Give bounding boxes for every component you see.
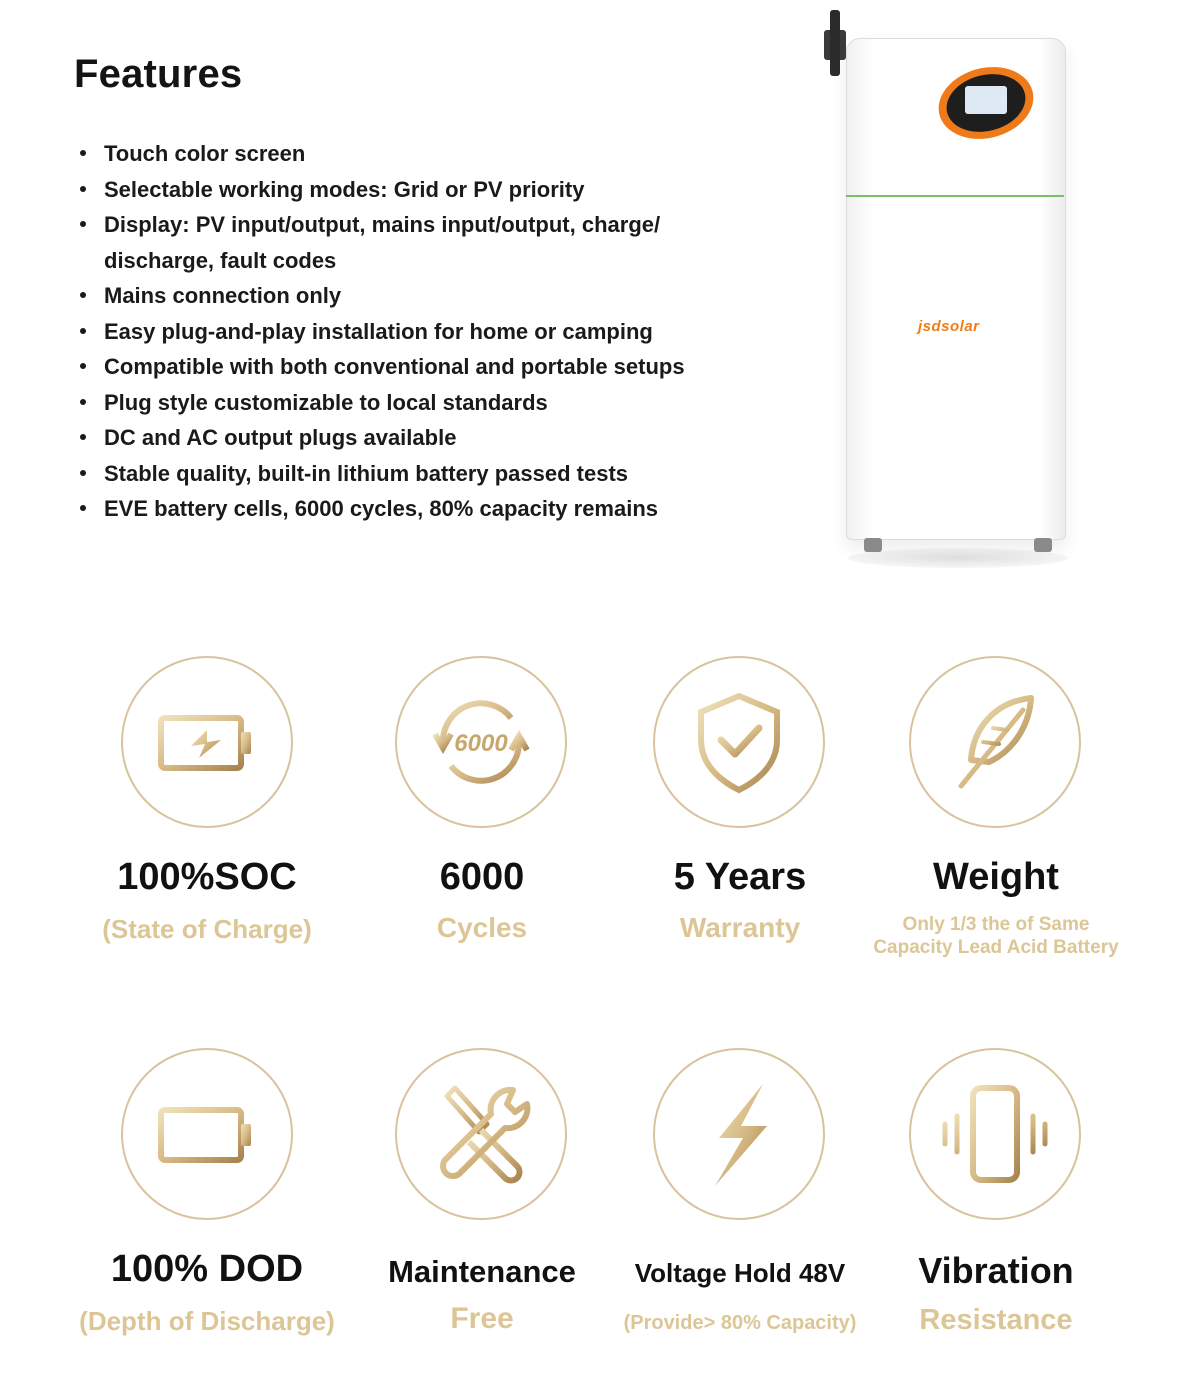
tile-subtitle-line1: Only 1/3 the of Same xyxy=(902,914,1090,935)
tile-icon-circle xyxy=(909,1048,1081,1220)
product-image xyxy=(818,0,1078,610)
tile-icon-circle xyxy=(653,1048,825,1220)
list-item: Compatible with both conventional and portable setups xyxy=(76,349,776,385)
tile-subtitle: Resistance xyxy=(919,1304,1073,1336)
list-item: Stable quality, built-in lithium battery passed tests xyxy=(76,456,776,492)
tile-icon-circle xyxy=(653,656,825,828)
cycle-count-text: 6000 xyxy=(454,730,508,757)
tile-cycles xyxy=(352,656,612,956)
list-item: Display: PV input/output, mains input/output, charge/ discharge, fault codes xyxy=(76,207,776,278)
tile-icon-circle xyxy=(909,656,1081,828)
feather-icon xyxy=(935,682,1055,802)
tile-subtitle: (State of Charge) xyxy=(102,914,312,944)
tile-weight xyxy=(866,656,1126,956)
list-item: Easy plug-and-play installation for home or camping xyxy=(76,314,776,350)
cycle-6000-icon xyxy=(421,682,541,802)
tile-subtitle: Free xyxy=(450,1302,514,1335)
touch-screen xyxy=(965,86,1007,114)
antenna-icon xyxy=(830,10,840,76)
tile-title: 100%SOC xyxy=(117,856,297,898)
tile-subtitle: (Depth of Discharge) xyxy=(79,1306,335,1336)
tile-dod xyxy=(77,1048,337,1348)
tile-icon-circle xyxy=(395,1048,567,1220)
vibration-icon xyxy=(935,1074,1055,1194)
tile-title: Voltage Hold 48V xyxy=(634,1258,846,1288)
list-item: EVE battery cells, 6000 cycles, 80% capacity remains xyxy=(76,491,776,527)
battery-charging-icon xyxy=(147,682,267,802)
tile-vibration xyxy=(866,1048,1126,1348)
shield-check-icon xyxy=(679,682,799,802)
tile-title: 100% DOD xyxy=(110,1248,304,1290)
tile-icon-circle xyxy=(121,1048,293,1220)
tile-title: 5 Years xyxy=(673,856,807,898)
tile-title: Weight xyxy=(933,856,1059,898)
list-item: Plug style customizable to local standards xyxy=(76,385,776,421)
tile-soc xyxy=(77,656,337,956)
cabinet-foot xyxy=(1034,538,1052,552)
tile-subtitle-line2: Capacity Lead Acid Battery xyxy=(873,937,1119,958)
lightning-icon xyxy=(679,1074,799,1194)
tile-icon-circle xyxy=(121,656,293,828)
list-item: Mains connection only xyxy=(76,278,776,314)
tile-title: Maintenance xyxy=(388,1254,576,1289)
tile-maintenance xyxy=(352,1048,612,1348)
tools-icon xyxy=(421,1074,541,1194)
tile-subtitle: Warranty xyxy=(679,912,801,943)
tile-title: Vibration xyxy=(918,1250,1074,1291)
tile-icon-circle xyxy=(395,656,567,828)
list-item: Selectable working modes: Grid or PV priority xyxy=(76,172,776,208)
tile-title: 6000 xyxy=(439,856,525,898)
tile-subtitle: (Provide> 80% Capacity) xyxy=(623,1312,857,1334)
list-item: DC and AC output plugs available xyxy=(76,420,776,456)
battery-empty-icon xyxy=(147,1074,267,1194)
list-item: Touch color screen xyxy=(76,136,776,172)
tile-voltage xyxy=(610,1048,870,1348)
features-list xyxy=(76,136,776,527)
brand-logo: jsdsolar xyxy=(918,318,980,335)
cabinet-foot xyxy=(864,538,882,552)
cabinet-seam xyxy=(846,195,1064,197)
features-title: Features xyxy=(74,52,243,96)
tile-warranty xyxy=(610,656,870,956)
tile-subtitle: Cycles xyxy=(436,912,528,943)
